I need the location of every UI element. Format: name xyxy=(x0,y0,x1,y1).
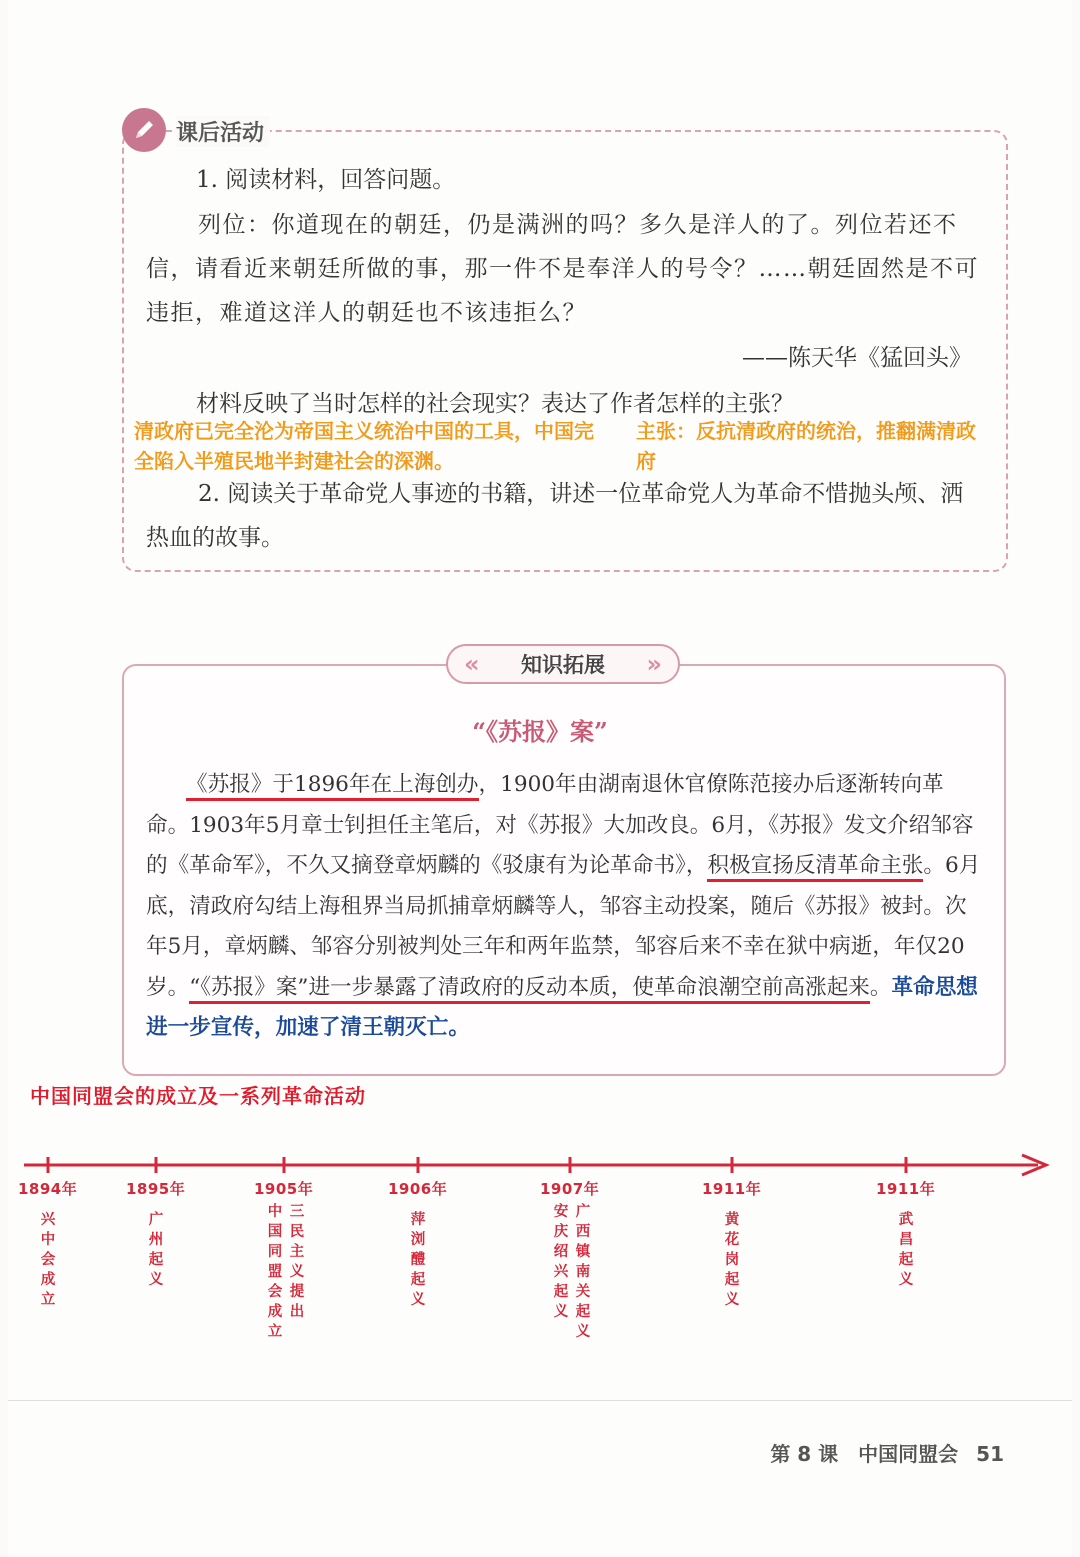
timeline-title: 中国同盟会的成立及一系列革命活动 xyxy=(30,1084,366,1108)
underlined-significance: “《苏报》案”进一步暴露了清政府的反动本质，使革命浪潮空前高涨起来 xyxy=(189,975,870,1004)
timeline-event xyxy=(388,1178,448,1358)
event-description: 黄花岗起义 xyxy=(724,1212,740,1308)
event-description: 三民主义提出 xyxy=(289,1204,305,1320)
question-1: 1. 阅读材料，回答问题。 xyxy=(196,167,456,193)
event-description: 萍浏醴起义 xyxy=(410,1212,426,1308)
event-description: 武昌起义 xyxy=(898,1212,914,1288)
timeline-event xyxy=(540,1178,600,1358)
underlined-founding: 《苏报》于1896年在上海创办 xyxy=(186,772,479,801)
knowledge-heading: “《苏报》案” xyxy=(472,717,608,746)
event-year: 1905年 xyxy=(254,1180,314,1198)
event-description: 广西镇南关起义 xyxy=(575,1204,591,1340)
handwritten-note: 革命思想进一步宣传，加速了清王朝灭亡。 xyxy=(146,974,978,1040)
question-2: 2. 阅读关于革命党人事迹的书籍，讲述一位革命党人为革命不惜抛头颅、洒热血的故事。 xyxy=(146,481,964,551)
double-left-chevron-icon: « xyxy=(464,650,480,678)
paragraph-end: 。 xyxy=(869,974,892,1000)
knowledge-body xyxy=(146,765,986,1049)
quote-text: 列位：你道现在的朝廷，仍是满洲的吗？多久是洋人的了。列位若还不信，请看近来朝廷所做的事，那一件不是奉洋人的号令？……朝廷固然是不可违拒，难道这洋人的朝廷也不该违拒么？ xyxy=(146,212,979,326)
activity-title: 课后活动 xyxy=(176,116,270,147)
timeline-event xyxy=(254,1178,314,1358)
footer-divider xyxy=(8,1400,1072,1401)
event-year: 1911年 xyxy=(876,1180,936,1198)
knowledge-tab xyxy=(446,644,680,684)
event-description: 广州起义 xyxy=(148,1212,164,1288)
event-description: 兴中会成立 xyxy=(40,1212,56,1308)
page-footer xyxy=(770,1438,1004,1467)
event-year: 1911年 xyxy=(702,1180,762,1198)
pencil-icon xyxy=(122,108,166,152)
double-right-chevron-icon: » xyxy=(646,650,662,678)
page-number: 51 xyxy=(976,1442,1004,1466)
timeline-event xyxy=(18,1178,78,1358)
underlined-propaganda: 积极宣扬反清革命主张 xyxy=(707,853,923,882)
event-year: 1906年 xyxy=(388,1180,448,1198)
handwritten-answer-claim: 主张：反抗清政府的统治，推翻满清政府 xyxy=(636,419,976,473)
lesson-label: 第 8 课 中国同盟会 xyxy=(770,1442,959,1466)
event-description: 中国同盟会成立 xyxy=(267,1204,283,1340)
timeline-event xyxy=(876,1178,936,1358)
paragraph-part-d: 。6月底，清政府勾结上海租界当局抓捕章炳麟等人，邹容主动投案，随后《苏报》被封。次年5月，章炳麟、邹容分别被判处三年和两年监禁，邹容后来不幸在狱中病逝，年仅20岁。 xyxy=(146,853,981,1000)
handwritten-answer-reality: 清政府已完全沦为帝国主义统治中国的工具，中国完全陷入半殖民地半封建社会的深渊。 xyxy=(134,419,594,473)
knowledge-tab-label: 知识拓展 xyxy=(521,653,605,677)
timeline-event xyxy=(126,1178,186,1358)
event-description: 安庆绍兴起义 xyxy=(553,1204,569,1320)
event-year: 1907年 xyxy=(540,1180,600,1198)
quote-source: ——陈天华《猛回头》 xyxy=(742,345,972,371)
timeline-event xyxy=(702,1178,762,1358)
paragraph-part-b: ，1900年由湖南退休官僚陈范接办后逐渐转向革命。1903年5月章士钊担任主笔后，对《苏报》大加改良。6月，《苏报》发文介绍邹容的《革命军》，不久又摘登章炳麟的《驳康有为论革命书》， xyxy=(146,772,974,878)
event-year: 1895年 xyxy=(126,1180,186,1198)
question-prompt: 材料反映了当时怎样的社会现实？表达了作者怎样的主张？ xyxy=(196,391,794,417)
event-year: 1894年 xyxy=(18,1180,78,1198)
